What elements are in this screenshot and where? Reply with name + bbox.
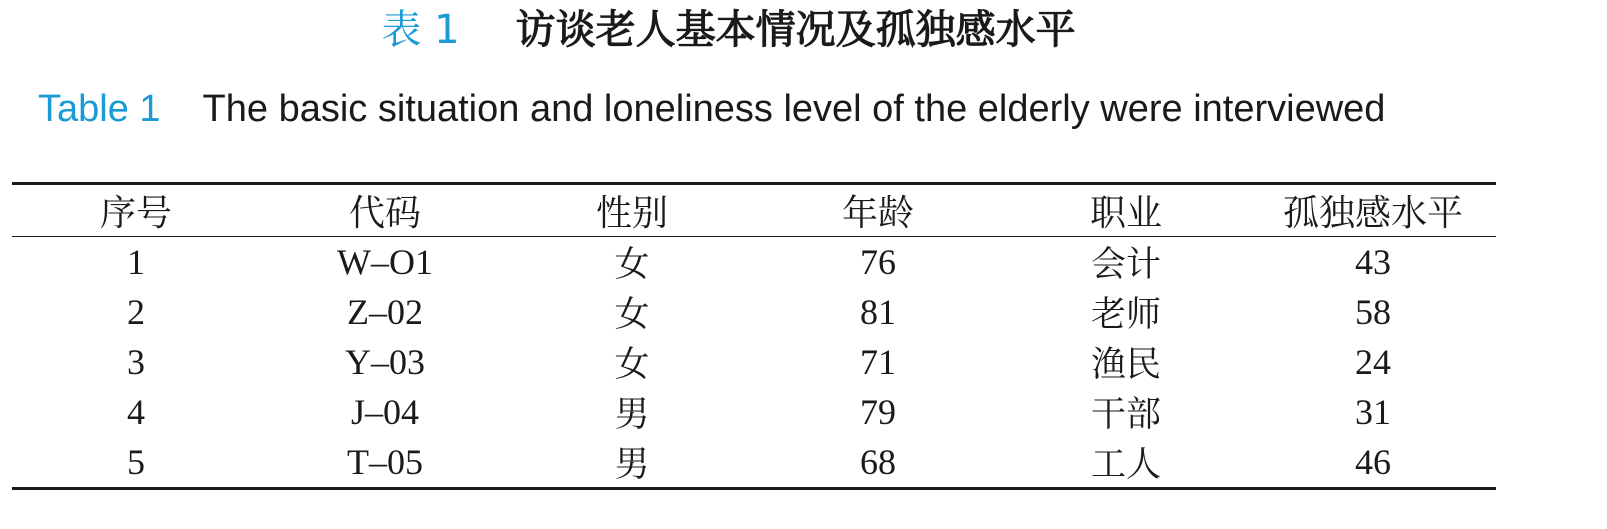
cell-serial-number: 4 [127, 392, 145, 432]
cell-age: 71 [860, 342, 896, 382]
cell-occupation: 干部 [1090, 395, 1161, 435]
cell-serial-number: 5 [127, 442, 145, 482]
interviewee-table [12, 182, 1496, 490]
header-loneliness-level: 孤独感水平 [1250, 184, 1496, 237]
cell-serial-number: 3 [127, 342, 145, 382]
cell-occupation: 工人 [1090, 445, 1161, 485]
header-serial-number: 序号 [12, 184, 260, 237]
cell-occupation: 老师 [1090, 295, 1161, 335]
table-title-english: The basic situation and loneliness level of the elderly were interviewed [202, 88, 1386, 130]
cell-loneliness-level: 43 [1355, 242, 1391, 282]
cell-age: 76 [860, 242, 896, 282]
cell-age: 79 [860, 392, 896, 432]
table-caption-english [38, 84, 1385, 134]
table-row [12, 287, 1496, 337]
table-row [12, 337, 1496, 387]
cell-age: 81 [860, 292, 896, 332]
cell-code: J–04 [350, 392, 419, 432]
data-table-container [12, 182, 1496, 490]
table-header-row [12, 184, 1496, 237]
cell-code: W–O1 [337, 242, 433, 282]
table-row [12, 237, 1496, 288]
cell-occupation: 渔民 [1090, 345, 1161, 385]
cell-occupation: 会计 [1090, 245, 1161, 285]
cell-gender: 男 [614, 395, 650, 435]
table-number-chinese: 表 1 [381, 7, 460, 53]
table-number-english: Table 1 [38, 88, 161, 130]
header-occupation: 职业 [1002, 184, 1250, 237]
cell-age: 68 [860, 442, 896, 482]
header-age: 年龄 [754, 184, 1002, 237]
cell-gender: 女 [614, 345, 650, 385]
cell-gender: 女 [614, 245, 650, 285]
table-title-chinese: 访谈老人基本情况及孤独感水平 [515, 7, 1076, 53]
cell-code: Z–02 [347, 292, 423, 332]
cell-serial-number: 1 [127, 242, 145, 282]
header-gender: 性别 [510, 184, 754, 237]
cell-loneliness-level: 24 [1355, 342, 1391, 382]
cell-code: Y–03 [345, 342, 425, 382]
table-caption-chinese [0, 2, 1607, 58]
cell-loneliness-level: 46 [1355, 442, 1391, 482]
cell-serial-number: 2 [127, 292, 145, 332]
cell-code: T–05 [347, 442, 423, 482]
cell-loneliness-level: 58 [1355, 292, 1391, 332]
header-code: 代码 [260, 184, 510, 237]
cell-gender: 男 [614, 445, 650, 485]
cell-gender: 女 [614, 295, 650, 335]
table-row [12, 437, 1496, 489]
cell-loneliness-level: 31 [1355, 392, 1391, 432]
table-row [12, 387, 1496, 437]
